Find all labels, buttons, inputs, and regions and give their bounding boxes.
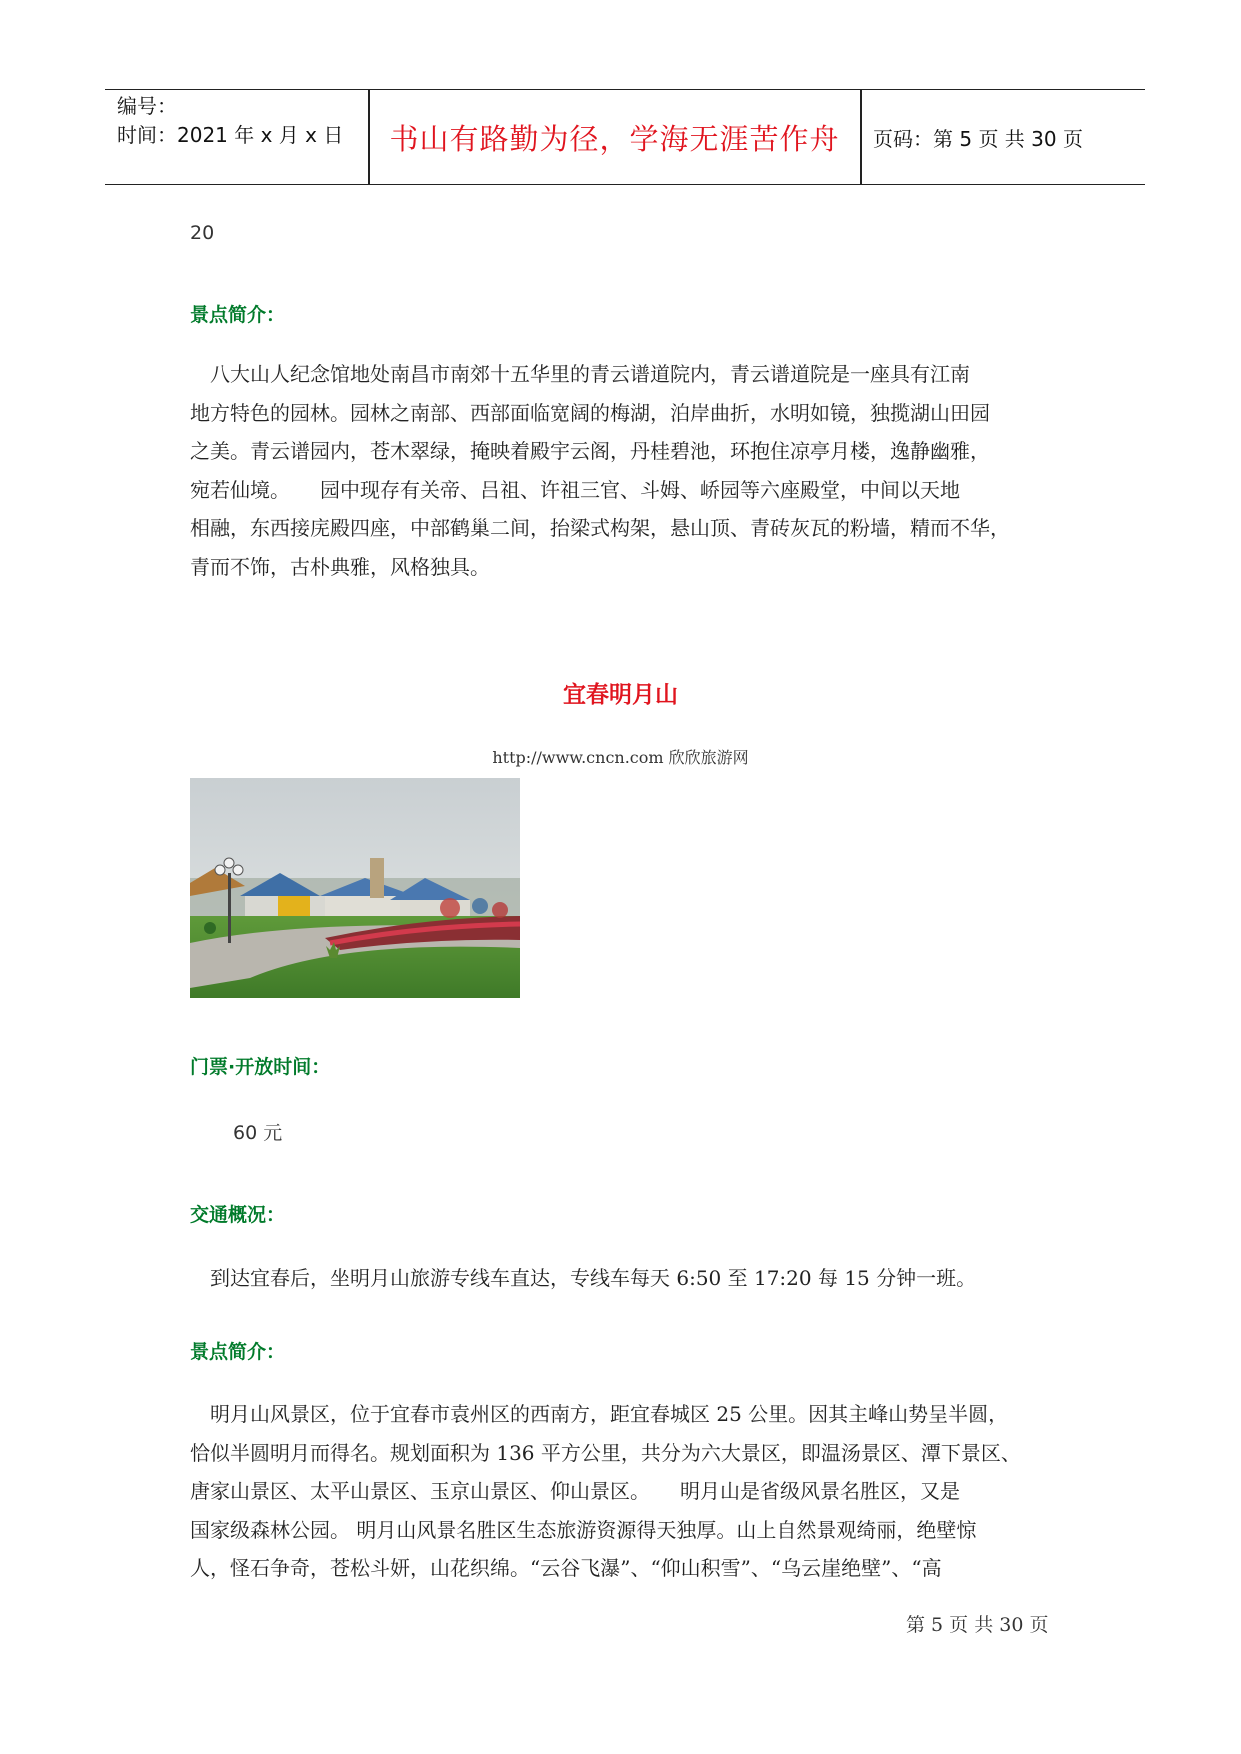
intro-paragraph-2 — [190, 1395, 1070, 1588]
section-heading-intro-2: 景点简介： — [190, 1341, 286, 1363]
paragraph-line: 宛若仙境。 园中现存有关帝、吕祖、许祖三官、斗姆、峤园等六座殿堂，中间以天地 — [190, 477, 960, 502]
paragraph-line: 相融，东西接庑殿四座，中部鹤巢二间，抬梁式构架，悬山顶、青砖灰瓦的粉墙，精而不华， — [190, 516, 1010, 540]
paragraph-line: 之美。青云谱园内，苍木翠绿，掩映着殿宇云阁，丹桂碧池，环抱住凉亭月楼，逸静幽雅， — [190, 439, 990, 463]
ticket-price: 60 元 — [233, 1122, 283, 1144]
section-heading-ticket: 门票·开放时间： — [190, 1056, 331, 1078]
time-label: 时间：2021 年 x 月 x 日 — [117, 123, 344, 147]
paragraph-line: 八大山人纪念馆地处南昌市南郊十五华里的青云谱道院内，青云谱道院是一座具有江南 — [190, 362, 970, 386]
scenic-photo-illustration — [190, 778, 520, 998]
source-link[interactable]: http://www.cncn.com 欣欣旅游网 — [492, 748, 749, 767]
lead-number: 20 — [190, 222, 215, 244]
paragraph-line: 唐家山景区、太平山景区、玉京山景区、仰山景区。 明月山是省级风景名胜区，又是 — [190, 1479, 960, 1503]
section-heading-intro-1: 景点简介： — [190, 304, 286, 326]
paragraph-line: 青而不饰，古朴典雅，风格独具。 — [190, 554, 490, 579]
attraction-photo — [190, 778, 520, 998]
header-motto: 书山有路勤为径，学海无涯苦作舟 — [389, 121, 840, 156]
paragraph-line: 恰似半圆明月而得名。规划面积为 136 平方公里，共分为六大景区，即温汤景区、潭下景区、 — [190, 1440, 1021, 1465]
page-header — [105, 89, 1145, 185]
paragraph-line: 地方特色的园林。园林之南部、西部面临宽阔的梅湖，泊岸曲折，水明如镜，独揽湖山田园 — [190, 400, 990, 425]
header-page-info: 页码：第 5 页 共 30 页 — [873, 126, 1083, 151]
serial-label: 编号： — [117, 94, 177, 118]
page-footer: 第 5 页 共 30 页 — [906, 1614, 1049, 1636]
attraction-title: 宜春明月山 — [563, 682, 678, 708]
header-meta — [117, 92, 343, 150]
intro-paragraph-1 — [190, 355, 1070, 586]
transport-text: 到达宜春后，坐明月山旅游专线车直达，专线车每天 6:50 至 17:20 每 15 分钟一班。 — [190, 1266, 977, 1290]
paragraph-line: 人，怪石争奇，苍松斗妍，山花织绵。“云谷飞瀑”、“仰山积雪”、“乌云崖绝壁”、“高 — [190, 1556, 942, 1580]
paragraph-line: 明月山风景区，位于宜春市袁州区的西南方，距宜春城区 25 公里。因其主峰山势呈半圆， — [190, 1402, 1009, 1426]
paragraph-line: 国家级森林公园。 明月山风景名胜区生态旅游资源得天独厚。山上自然景观绮丽，绝壁惊 — [190, 1517, 977, 1542]
section-heading-transport: 交通概况： — [190, 1204, 286, 1226]
header-divider-right — [860, 90, 862, 184]
